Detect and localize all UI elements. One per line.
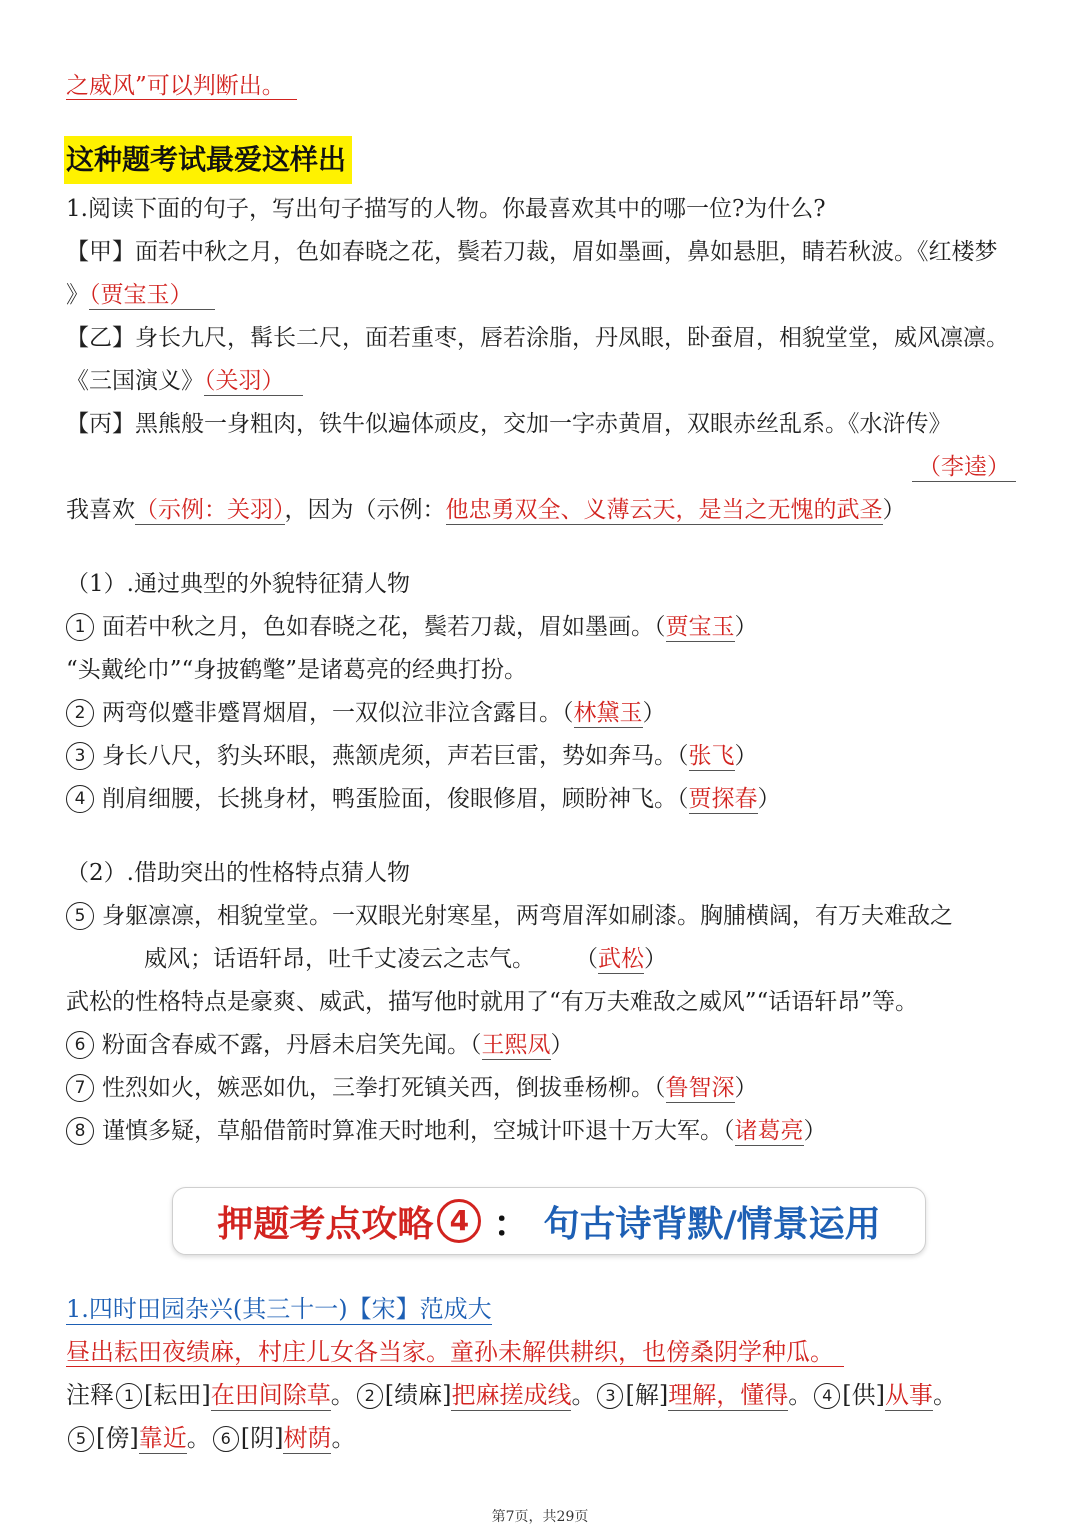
part2-item-8: 8 谨慎多疑，草船借箭时算准天时地利，空城计吓退十万大军。（诸葛亮） (66, 1115, 827, 1147)
number-circle: 3 (66, 742, 94, 770)
q1-jia: 【甲】面若中秋之月，色如春晓之花，鬓若刀裁，眉如墨画，鼻如悬胆，睛若秋波。《红楼梦 (66, 239, 998, 265)
part2-item-7: 7 性烈如火，嫉恶如仇，三拳打死镇关西，倒拔垂杨柳。（鲁智深） (66, 1072, 758, 1104)
poem-body: 昼出耘田夜绩麻，村庄儿女各当家。童孙未解供耕织，也傍桑阴学种瓜。 (66, 1336, 844, 1368)
favorite-reason: 他忠勇双全、义薄云天，是当之无愧的武圣 (445, 497, 883, 523)
q1-jia-line2: 》（贾宝玉） (66, 279, 215, 311)
answer-bing: （李逵） (912, 454, 1016, 482)
number-circle: 1 (66, 613, 94, 641)
part1-heading: （1）.通过典型的外貌特征猜人物 (66, 571, 410, 597)
number-circle: 2 (66, 699, 94, 727)
part1-item-1: 1 面若中秋之月，色如春晓之花，鬓若刀裁，眉如墨画。（贾宝玉） (66, 611, 758, 643)
poem-notes-line2: 5 [傍]靠近。 6 [阴]树荫。 (66, 1422, 355, 1454)
answer-jia: （贾宝玉） (89, 282, 215, 310)
part1-item-2: 2 两弯似蹙非蹙罥烟眉，一双似泣非泣含露目。（林黛玉） (66, 697, 666, 729)
poem-notes-line1: 注释 1 [耘田]在田间除草。 2 [绩麻]把麻搓成线。 3 [解]理解，懂得。 4 [供]从事。 (66, 1381, 957, 1409)
part2-note: 武松的性格特点是豪爽、威武，描写他时就用了“有万夫难敌之威风”“话语轩昂”等。 (66, 989, 919, 1015)
strategy-banner: 押题考点攻略 4 ： 句古诗背默/情景运用 (172, 1187, 926, 1255)
page-number: 第7页，共29页 (491, 1509, 589, 1525)
q1-yi: 【乙】身长九尺，髯长二尺，面若重枣，唇若涂脂，丹凤眼，卧蚕眉，相貌堂堂，威风凛凛。 (66, 325, 1009, 351)
answer-bing-line (912, 451, 1016, 483)
number-circle: 6 (66, 1031, 94, 1059)
number-circle: 7 (66, 1074, 94, 1102)
q1-bing: 【丙】黑熊般一身粗肉，铁牛似遍体顽皮，交加一字赤黄眉，双眼赤丝乱系。《水浒传》 (66, 411, 952, 437)
q1-yi-line2: 《三国演义》（关羽） (66, 365, 303, 397)
banner-number-circle: 4 (437, 1199, 481, 1243)
part1-note: “头戴纶巾”“身披鹤氅”是诸葛亮的经典打扮。 (66, 657, 528, 683)
q1-favorite: 我喜欢（示例：关羽），因为（示例：他忠勇双全、义薄云天，是当之无愧的武圣） (66, 497, 906, 523)
favorite-answer: （示例：关羽） (135, 497, 285, 523)
top-answer: 之威风”可以判断出。 (66, 70, 297, 102)
answer-yi: （关羽） (204, 368, 303, 396)
poem-title: 1.四时田园杂兴(其三十一)【宋】范成大 (66, 1295, 492, 1323)
answer-5: 武松 (598, 946, 644, 972)
part2-heading: （2）.借助突出的性格特点猜人物 (66, 860, 410, 886)
number-circle: 4 (66, 785, 94, 813)
section-title: 这种题考试最爱这样出 (64, 136, 352, 184)
part2-item-5: 5 身躯凛凛，相貌堂堂。一双眼光射寒星，两弯眉浑如刷漆。胸脯横阔，有万夫难敌之 (66, 900, 953, 932)
part1-item-3: 3 身长八尺，豹头环眼，燕颔虎须，声若巨雷，势如奔马。（张飞） (66, 740, 758, 772)
q1-prompt: 1.阅读下面的句子，写出句子描写的人物。你最喜欢其中的哪一位?为什么? (66, 196, 826, 222)
part1-item-4: 4 削肩细腰，长挑身材，鸭蛋脸面，俊眼修眉，顾盼神飞。（贾探春） (66, 783, 781, 815)
number-circle: 5 (66, 902, 94, 930)
part2-item-6: 6 粉面含春威不露，丹唇未启笑先闻。（王熙凤） (66, 1029, 574, 1061)
number-circle: 8 (66, 1117, 94, 1145)
part2-item-5-cont: 威风；话语轩昂，吐千丈凌云之志气。 （武松） (144, 946, 667, 972)
notes-label: 注释 (66, 1381, 114, 1409)
